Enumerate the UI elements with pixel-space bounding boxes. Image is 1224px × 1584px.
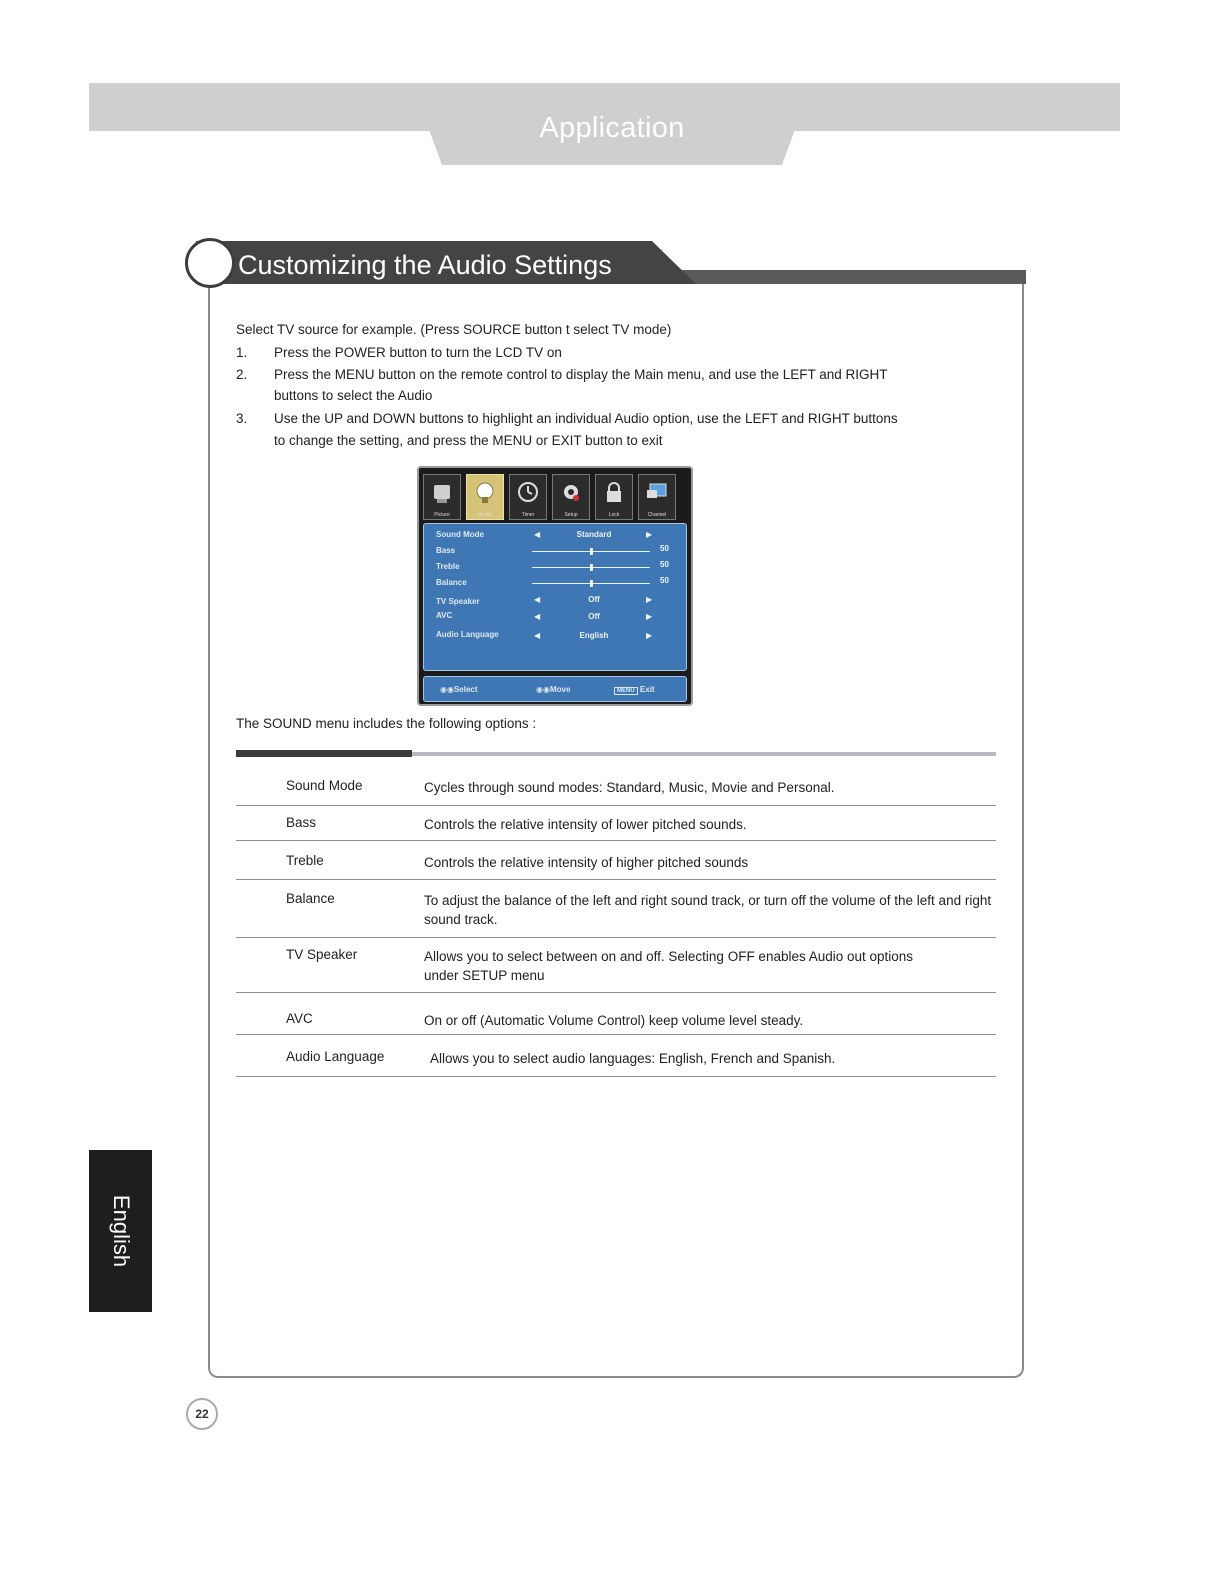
option-desc: Allows you to select audio languages: English, French and Spanish.	[430, 1051, 836, 1066]
tv-row-label: Treble	[436, 562, 460, 571]
exit-hint: MENU Exit	[614, 685, 655, 694]
left-arrow-icon: ◀	[534, 612, 541, 621]
table-divider	[236, 1034, 996, 1035]
option-name: AVC	[286, 1011, 313, 1026]
option-desc: Allows you to select between on and off. Selecting OFF enables Audio out options under SETUP menu	[424, 949, 914, 983]
balance-slider	[532, 583, 650, 584]
gear-icon: Setup	[552, 474, 590, 520]
tv-menu-panel	[423, 523, 687, 671]
option-desc: Controls the relative intensity of lower pitched sounds.	[424, 817, 747, 832]
bass-slider	[532, 551, 650, 552]
header-title: Application	[539, 112, 685, 144]
option-name: Treble	[286, 853, 324, 868]
table-divider	[236, 992, 996, 993]
tv-row-label: TV Speaker	[436, 597, 480, 606]
table-header-bar-light	[412, 752, 996, 756]
option-name: Bass	[286, 815, 317, 830]
table-header-bar	[236, 750, 412, 757]
move-hint: ◉◉Move	[536, 685, 571, 694]
table-divider	[236, 879, 996, 880]
tv-row-value: Off	[588, 595, 600, 604]
tv-row-label: Bass	[436, 546, 456, 555]
option-name: Balance	[286, 891, 335, 906]
tv-row-label: Audio Language	[436, 630, 499, 639]
option-desc: To adjust the balance of the left and right sound track, or turn off the volume of the left and right sound track.	[424, 893, 992, 927]
option-desc: Controls the relative intensity of higher pitched sounds	[424, 855, 749, 870]
tv-row-label: Sound Mode	[436, 530, 484, 539]
tv-menu-footer	[423, 676, 687, 702]
lock-icon: Lock	[595, 474, 633, 520]
left-arrow-icon: ◀	[534, 530, 541, 539]
tv-row-label: Balance	[436, 578, 467, 587]
section-title: Customizing the Audio Settings	[238, 250, 612, 280]
option-name: Sound Mode	[286, 778, 363, 793]
tv-row-value: Standard	[576, 530, 612, 539]
left-arrow-icon: ◀	[534, 631, 541, 640]
right-arrow-icon: ▶	[646, 595, 653, 604]
option-name: Audio Language	[286, 1049, 385, 1064]
right-arrow-icon: ▶	[646, 612, 653, 621]
select-hint: ◉◉Select	[440, 685, 478, 694]
intro-text: Select TV source for example. (Press SOURCE button t select TV mode)	[236, 322, 672, 337]
page-number: 22	[186, 1398, 218, 1430]
step-text: Press the MENU button on the remote control to display the Main menu, and use the LEFT and RIGHT	[274, 367, 888, 382]
option-name: TV Speaker	[286, 947, 358, 962]
channel-icon: Channel	[638, 474, 676, 520]
tv-row-value: 50	[660, 544, 669, 553]
step-text: buttons to select the Audio	[274, 388, 433, 403]
step-text: to change the setting, and press the MENU or EXIT button to exit	[274, 433, 663, 448]
language-tab-label: English	[108, 1194, 134, 1268]
tv-row-label: AVC	[436, 611, 453, 620]
step-number: 1.	[236, 345, 248, 360]
picture-icon: Picture	[423, 474, 461, 520]
table-divider	[236, 805, 996, 806]
option-desc: Cycles through sound modes: Standard, Music, Movie and Personal.	[424, 780, 835, 795]
table-divider	[236, 937, 996, 938]
clock-icon: Timer	[509, 474, 547, 520]
tv-row-value: English	[579, 631, 609, 640]
step-number: 2.	[236, 367, 248, 382]
treble-slider	[532, 567, 650, 568]
right-arrow-icon: ▶	[646, 631, 653, 640]
sound-menu-title: The SOUND menu includes the following options :	[236, 716, 537, 731]
option-desc: On or off (Automatic Volume Control) keep volume level steady.	[424, 1013, 804, 1028]
tv-row-value: 50	[660, 576, 669, 585]
tv-row-value: 50	[660, 560, 669, 569]
audio-icon: Audio	[466, 474, 504, 520]
table-divider	[236, 1076, 996, 1077]
step-text: Use the UP and DOWN buttons to highlight an individual Audio option, use the LEFT and RIGHT buttons	[274, 411, 898, 426]
tv-audio-menu-screenshot	[417, 466, 693, 706]
right-arrow-icon: ▶	[646, 530, 653, 539]
left-arrow-icon: ◀	[534, 595, 541, 604]
step-text: Press the POWER button to turn the LCD TV on	[274, 345, 562, 360]
tv-row-value: Off	[588, 612, 600, 621]
step-number: 3.	[236, 411, 248, 426]
table-divider	[236, 840, 996, 841]
section-bullet	[185, 238, 235, 288]
